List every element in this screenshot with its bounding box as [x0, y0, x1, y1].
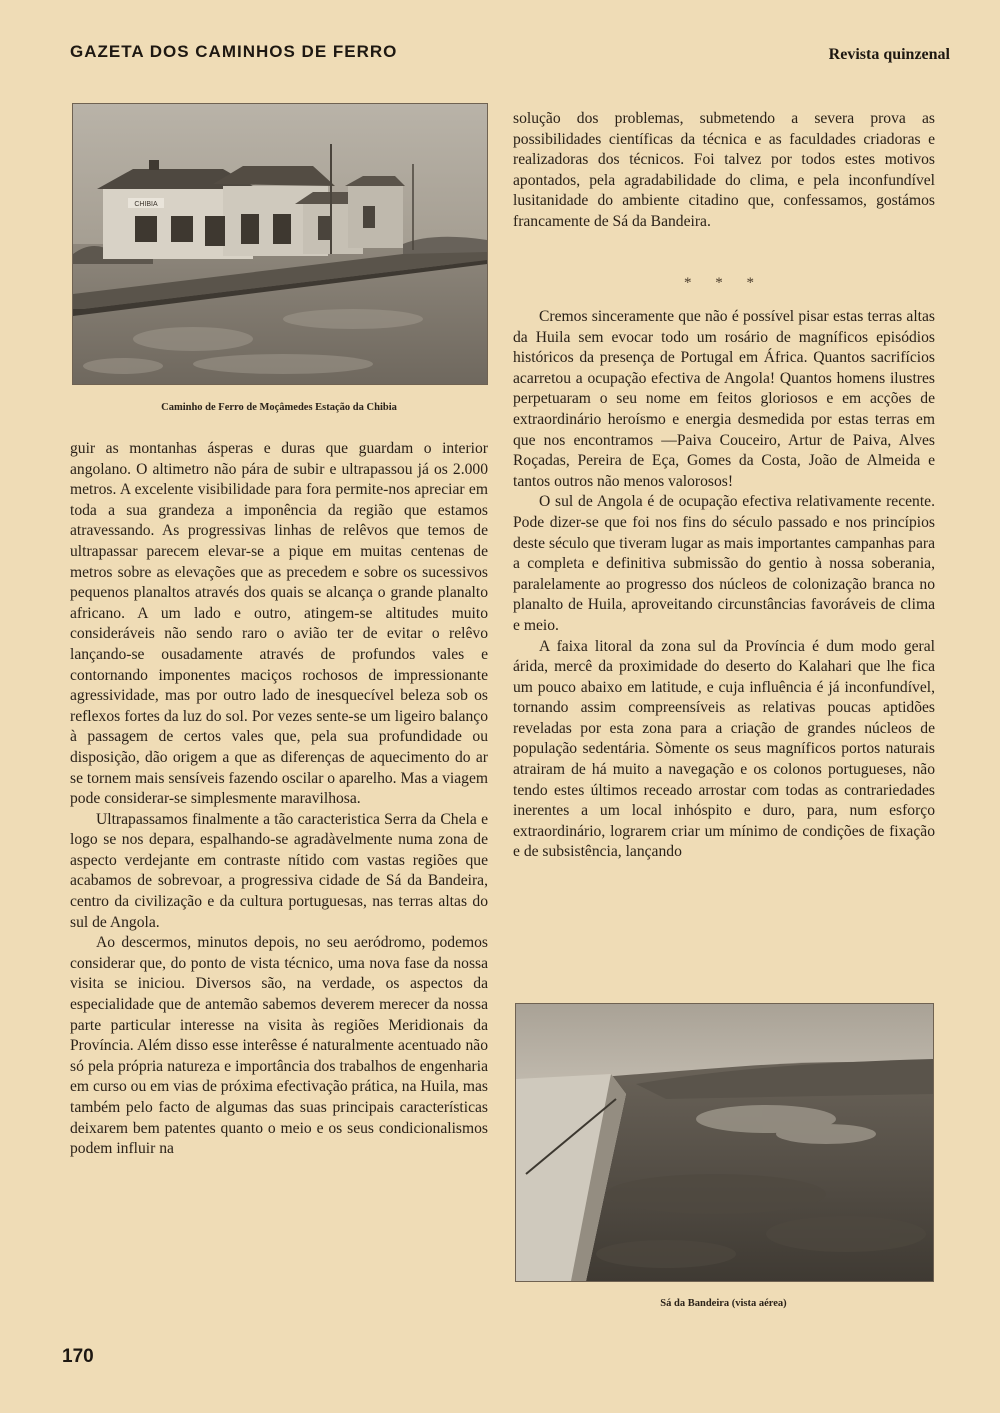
section-separator: * * * — [684, 275, 764, 291]
paragraph: guir as montanhas ásperas e duras que guardam o interior angolano. O altimetro não pára de subir e ultrapassou já os 2.000 metros. A excelente visibilidade para fora permite-nos apreciar em toda a sua grandeza a imponência da região que estamos atravessando. As progressivas linhas de relêvos que temos de ultrapassar parecem elevar-se a pique em muitas centenas de metros sobre as elevações que as precedem e sobre os sucessivos pequenos planaltos através dos quais se alcança o grande planalto africano. A um lado e outro, atingem-se altitudes muito consideráveis não sendo raro o avião ter de evitar o relêvo lançando-se ousadamente através de profundos vales e contornando imponentes maciços rochosos de impressionante agressividade, mas por outro lado de inesquecível beleza sob os reflexos fortes da luz do sol. Por vezes sente-se um ligeiro balanço à passagem de certos vales que, pela sua profundidade ou disposição, dão origem a que as diferenças de aquecimento do ar se tornem mais sensíveis fazendo oscilar o aparelho. Mas a viagem pode considerar-se simplesmente maravilhosa. — [70, 440, 488, 808]
publication-subtitle: Revista quinzenal — [828, 46, 950, 63]
paragraph: A faixa litoral da zona sul da Província é dum modo geral árida, mercê da proximidade do deserto do Kalahari que lhe fica um pouco abaixo em latitude, e cuja influência é já inconfundível, tornando assim compreensíveis as relativas poucas aptidões reveladas por esta zona para a criação de grandes núcleos de população sedentária. Sòmente os seus magníficos portos naturais atrairam de há muito a navegação e os colonos portugueses, não tendo estes últimos receado arrostar com todas as contrariedades inerentes a um local inhóspito e duro, para, num esforço extraordinário, lograrem criar um mínimo de condições de fixação e de subsistência, lançando — [513, 637, 935, 861]
aerial-photo-caption: Sá da Bandeira (vista aérea) — [660, 1298, 787, 1309]
aerial-photo — [515, 1003, 934, 1282]
publication-title: GAZETA DOS CAMINHOS DE FERRO — [70, 42, 398, 61]
station-sign: CHIBIA — [134, 201, 158, 208]
paragraph: Ultrapassamos finalmente a tão caracteristica Serra da Chela e logo se nos depara, espalhando-se agradàvelmente numa zona de aspecto verdejante em contraste nítido com vastas regiões que acabamos de sobrevoar, a progressiva cidade de Sá da Bandeira, centro da civilização e da cultura portuguesas, nas terras altas do sul de Angola. — [70, 810, 488, 931]
paragraph: Ao descermos, minutos depois, no seu aeródromo, podemos considerar que, do ponto de vista técnico, uma nova fase da nossa visita se iniciou. Diversos são, na verdade, os aspectos da especialidade que de antemão sabemos deverem merecer da nossa parte particular interesse na visita às regiões Meridionais da Província. Além disso esse interêsse é naturalmente acentuado não só pela própria natureza e importância dos trabalhos de engenharia em curso ou em vias de próxima efectivação prática, na Huila, mas também pelo facto de algumas das suas principais características deixarem bem patentes quanto o meio e os seus condicionalismos podem influir na — [70, 934, 488, 1158]
paragraph: solução dos problemas, submetendo a severa prova as possibilidades científicas da técnica e as faculdades criadoras e realizadoras dos técnicos. Foi talvez por todos estes motivos apontados, pela agradabilidade do clima, e pela inconfundível lusitanidade do ambiente citadino que, confessamos, gostámos francamente de Sá da Bandeira. — [513, 110, 935, 230]
station-illustration — [73, 104, 487, 384]
right-column-top — [513, 109, 935, 233]
left-column — [70, 439, 488, 1160]
paragraph: Cremos sinceramente que não é possível pisar estas terras altas da Huila sem evocar todo um rosário de magníficos episódios históricos da presença de Portugal em África. Quantos sacrifícios acarretou a ocupação efectiva de Angola! Quantos homens ilustres perpetuaram o seu nome em feitos gloriosos e em acções de extraordinário heroísmo e energia desmedida por estas terras em que nos encontramos —Paiva Couceiro, Artur de Paiva, Alves Roçadas, Pereira de Eça, Gomes da Costa, João de Almeida e tantos outros não menos valorosos! — [513, 308, 935, 490]
station-photo — [72, 103, 488, 385]
page-number: 170 — [62, 1346, 94, 1367]
station-photo-caption: Caminho de Ferro de Moçâmedes Estação da Chibia — [161, 402, 397, 413]
paragraph: O sul de Angola é de ocupação efectiva relativamente recente. Pode dizer-se que foi nos fins do século passado e nos princípios deste século que tiveram lugar as mais importantes campanhas para a completa e definitiva submissão do gentio à nossa soberania, paralelamente ao progresso dos núcleos de colonização branca no planalto de Huila, aproveitando circunstâncias favoráveis de clima e meio. — [513, 493, 935, 634]
aerial-illustration — [516, 1004, 933, 1281]
right-column-middle — [513, 307, 935, 863]
